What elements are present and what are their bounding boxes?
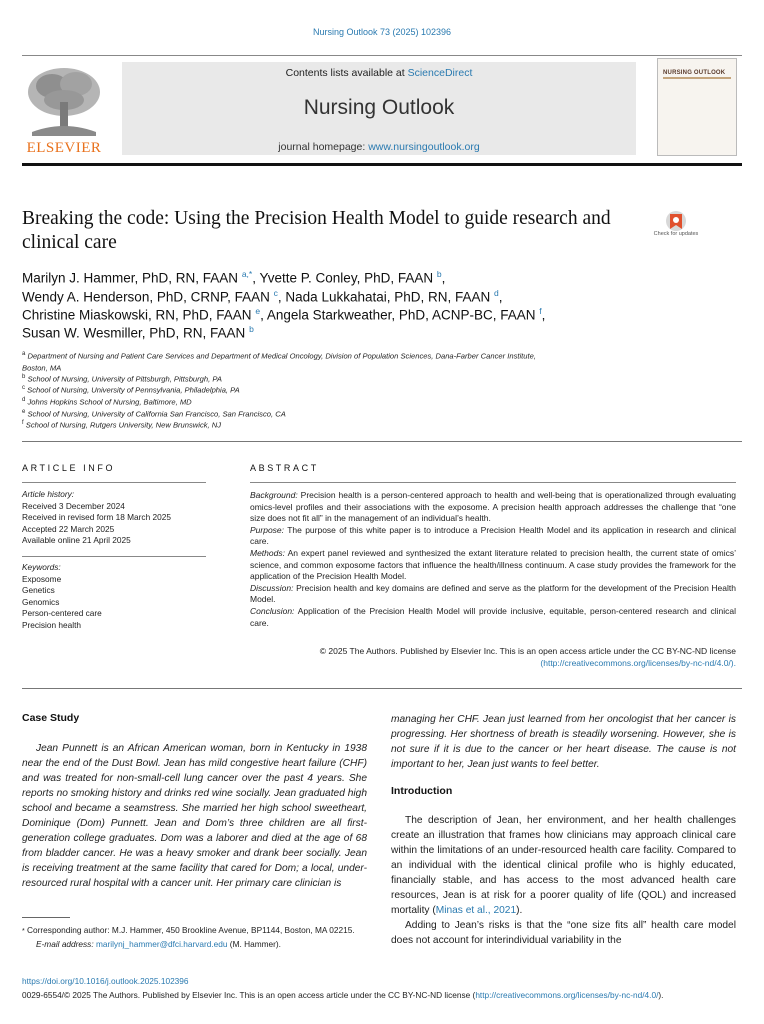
- article-history: [22, 489, 171, 547]
- author-name[interactable]: Christine Miaskowski, RN, PhD, FAAN: [22, 307, 252, 323]
- footnote-divider: [22, 917, 70, 918]
- email-suffix: (M. Hammer).: [227, 939, 281, 949]
- cover-title: NURSING OUTLOOK: [663, 70, 726, 76]
- email-label: E-mail address:: [36, 939, 96, 949]
- author-name[interactable]: Nada Lukkahatai, PhD, RN, FAAN: [285, 289, 491, 305]
- author-affil-sup[interactable]: a,*: [241, 269, 253, 279]
- affiliation: [22, 418, 221, 431]
- check-for-updates-button[interactable]: [655, 210, 697, 248]
- history-item: Available online 21 April 2025: [22, 535, 131, 545]
- issn-end: ).: [658, 990, 664, 1000]
- history-item: Received in revised form 18 March 2025: [22, 512, 171, 522]
- affiliation-text: School of Nursing, University of California San Francisco, San Francisco, CA: [27, 409, 286, 419]
- introduction-heading: Introduction: [391, 785, 453, 797]
- abstract-license: [250, 646, 736, 670]
- affiliation-sup: e: [22, 409, 26, 415]
- author-sep: ,: [541, 307, 546, 323]
- abstract-section: [250, 583, 736, 606]
- abstract-text: Application of the Precision Health Model will provide inclusive, equitable, person-centered research and clinical care.: [250, 605, 736, 628]
- affiliation-text: School of Nursing, University of Pennsylvania, Philadelphia, PA: [27, 385, 240, 395]
- abstract-text: Precision health and key domains are defined and serve as the platform for the development of the Precision Health Model.: [250, 582, 736, 605]
- author-name[interactable]: Marilyn J. Hammer, PhD, RN, FAAN: [22, 270, 239, 286]
- affiliation-sup: a: [22, 351, 26, 357]
- header-thick-divider: [22, 163, 742, 166]
- author-affil-sup[interactable]: c: [273, 288, 278, 298]
- abstract-section: [250, 548, 736, 583]
- case-study-heading: Case Study: [22, 712, 80, 724]
- abstract-section: [250, 525, 736, 548]
- abstract-text: Precision health is a person-centered approach to health and well-being that is operationalized through evaluating omics-level profiles and their associations with the exposome. A precision health approach addresses the challenge that “one size does not fit all” in the management of an individual’s health.: [250, 490, 736, 524]
- abstract-body: [250, 490, 736, 629]
- affiliation-text: School of Nursing, Rutgers University, New Brunswick, NJ: [25, 420, 222, 430]
- abstract-label: Background:: [250, 490, 298, 500]
- author-name[interactable]: Yvette P. Conley, PhD, FAAN: [259, 270, 434, 286]
- email-line: [22, 938, 367, 950]
- author-sep: ,: [252, 270, 256, 286]
- article-info-heading: ARTICLE INFO: [22, 463, 116, 473]
- logo-text: ELSEVIER: [26, 140, 102, 156]
- author-sep: ,: [498, 289, 503, 305]
- journal-title: Nursing Outlook: [303, 96, 455, 119]
- contents-line: [122, 67, 636, 79]
- article-history-label: Article history:: [22, 489, 75, 499]
- author-sep: ,: [441, 270, 446, 286]
- abstract-rule: [250, 482, 736, 483]
- abstract-text: An expert panel reviewed and synthesized the extant literature related to precision health, the current state of omics’ science, and common exposome factors that influence the health/illness continuum. A case study provides the framework for the application of the Precision Health Model.: [250, 547, 736, 582]
- abstract-section: [250, 606, 736, 629]
- keyword-item: Genomics: [22, 596, 60, 607]
- keyword-item: Precision health: [22, 619, 82, 630]
- elsevier-tree-icon: [22, 62, 106, 156]
- author-sep: ,: [277, 289, 282, 305]
- homepage-prefix: journal homepage:: [278, 141, 369, 153]
- keywords-label: Keywords:: [22, 562, 61, 572]
- author-sep: ,: [260, 307, 264, 323]
- section-divider: [22, 441, 742, 442]
- affiliation: [22, 395, 192, 408]
- journal-reference[interactable]: Nursing Outlook 73 (2025) 102396: [312, 27, 452, 37]
- affiliation-text: Department of Nursing and Patient Care Services and Department of Medical Oncology, Division of Population Sciences, Dana-Farber Cancer Institute,: [27, 351, 536, 361]
- author-affil-sup[interactable]: e: [255, 306, 261, 316]
- journal-cover-thumbnail[interactable]: [657, 58, 737, 156]
- keywords: [22, 562, 102, 631]
- abstract-label: Purpose:: [250, 524, 285, 535]
- keyword-item: Exposome: [22, 573, 62, 584]
- author-name[interactable]: Susan W. Wesmiller, PhD, RN, FAAN: [22, 325, 246, 341]
- affiliation-text: School of Nursing, University of Pittsburgh, Pittsburgh, PA: [27, 374, 222, 384]
- abstract-heading: ABSTRACT: [250, 463, 319, 473]
- case-study-continued-text: managing her CHF. Jean just learned from her oncologist that her cancer is progressing. Her shortness of breath is steadily worsening. However, she is not sure if it is due to the cancer or her heart disease. The cause is not important to her, Jean just wants to feel better.: [391, 714, 736, 770]
- introduction-paragraph: [391, 813, 736, 918]
- footnote: [22, 924, 367, 950]
- journal-banner: [122, 62, 636, 155]
- issn-license-link[interactable]: http://creativecommons.org/licenses/by-nc-nd/4.0/: [475, 990, 659, 1000]
- affiliation-sup: b: [22, 374, 26, 380]
- homepage-link[interactable]: www.nursingoutlook.org: [368, 141, 480, 153]
- elsevier-logo[interactable]: [22, 62, 106, 156]
- body-divider: [22, 688, 742, 689]
- license-text: © 2025 The Authors. Published by Elsevier Inc. This is an open access article under the CC BY-NC-ND license: [319, 646, 736, 656]
- affiliation: [22, 383, 240, 396]
- introduction-paragraph: Adding to Jean’s risks is that the “one size fits all” health care model does not account for interindividual variability in the: [391, 920, 736, 946]
- introduction-body: [391, 813, 736, 948]
- affiliation-sup: d: [22, 397, 26, 403]
- issn-text: 0029-6554/© 2025 The Authors. Published by Elsevier Inc. This is an open access article under the CC BY-NC-ND license (: [22, 990, 476, 1000]
- introduction-text: The description of Jean, her environment, and her health challenges create an illustration that frames how clinicians may approach clinical care within the limitations of an under-resourced health care facility. Compared to an individual with the identical clinical profile who is highly educated, financially stable, and has access to the most advanced health care resources, Jean is at risk for a poorer quality of life (QOL) and increased mortality (: [391, 815, 736, 916]
- citation-end: ).: [516, 905, 523, 916]
- affiliation: [22, 349, 536, 362]
- affiliation-sup: f: [22, 420, 24, 426]
- abstract-label: Conclusion:: [250, 605, 295, 616]
- contents-prefix: Contents lists available at: [285, 67, 408, 79]
- affiliation-sup: c: [22, 385, 25, 391]
- author-line-4: [22, 321, 254, 342]
- abstract-label: Methods:: [250, 547, 285, 558]
- check-updates-label: Check for updates: [653, 231, 699, 237]
- keyword-item: Genetics: [22, 585, 55, 595]
- author-affil-sup[interactable]: f: [539, 306, 542, 316]
- author-affil-sup[interactable]: d: [494, 288, 499, 298]
- homepage-line: [122, 141, 636, 153]
- author-name[interactable]: Wendy A. Henderson, PhD, CRNP, FAAN: [22, 289, 270, 305]
- sciencedirect-link[interactable]: ScienceDirect: [407, 67, 473, 79]
- license-link[interactable]: (http://creativecommons.org/licenses/by-nc-nd/4.0/).: [540, 657, 736, 668]
- author-affil-sup[interactable]: b: [249, 324, 254, 334]
- header-divider: [22, 55, 742, 56]
- author-affil-sup[interactable]: b: [436, 269, 442, 279]
- email-link[interactable]: marilynj_hammer@dfci.harvard.edu: [95, 939, 228, 949]
- article-info-rule: [22, 482, 206, 483]
- history-item: Accepted 22 March 2025: [22, 523, 115, 534]
- affiliation-text: Johns Hopkins School of Nursing, Baltimore, MD: [27, 397, 192, 407]
- author-name[interactable]: Angela Starkweather, PhD, ACNP-BC, FAAN: [266, 307, 536, 323]
- affiliation-text: Boston, MA: [22, 363, 62, 373]
- keyword-item: Person-centered care: [22, 608, 102, 618]
- abstract-text: The purpose of this white paper is to introduce a Precision Health Model and its application in research and clinical care.: [250, 524, 736, 547]
- corresponding-text: Corresponding author: M.J. Hammer, 450 Brookline Avenue, BP1144, Boston, MA 02215.: [27, 925, 355, 935]
- abstract-section: [250, 490, 736, 525]
- case-study-continued: [391, 712, 736, 772]
- keywords-rule: [22, 556, 206, 557]
- history-item: Received 3 December 2024: [22, 500, 125, 511]
- citation-link[interactable]: Minas et al., 2021: [435, 905, 517, 916]
- doi-link[interactable]: https://doi.org/10.1016/j.outlook.2025.102396: [22, 976, 189, 986]
- cover-bar: [663, 77, 731, 79]
- author-line-1: [22, 266, 445, 287]
- case-study-paragraph: [22, 741, 367, 891]
- issn-line: [22, 990, 742, 1000]
- abstract-label: Discussion:: [250, 582, 294, 593]
- corresponding-author: * Corresponding author: M.J. Hammer, 450 Brookline Avenue, BP1144, Boston, MA 02215.: [22, 925, 355, 935]
- paper-title: Breaking the code: Using the Precision Health Model to guide research and clinical care: [22, 208, 611, 253]
- case-study-text: Jean Punnett is an African American woman, born in Kentucky in 1938 near the end of the Dust Bowl. Jean has mild congestive heart failure (CHF) and was treated for non-small-cell lung cancer over the past 4 years. She reports no smoking history and drinks red wine socially. Jean graduated high school and became a seamstress. She married her high school sweetheart, Dominique (Dom) Punnett. Jean and Dom’s three children are all first-generation college graduates. Dom was a laborer and died at the age of 68 from bladder cancer. He was a heavy smoker and drank beer socially. Jean is receiving treatment at the same facility that cared for Dom; a local, under-resourced rural hospital with a cancer unit. Her primary care clinician is: [22, 743, 367, 889]
